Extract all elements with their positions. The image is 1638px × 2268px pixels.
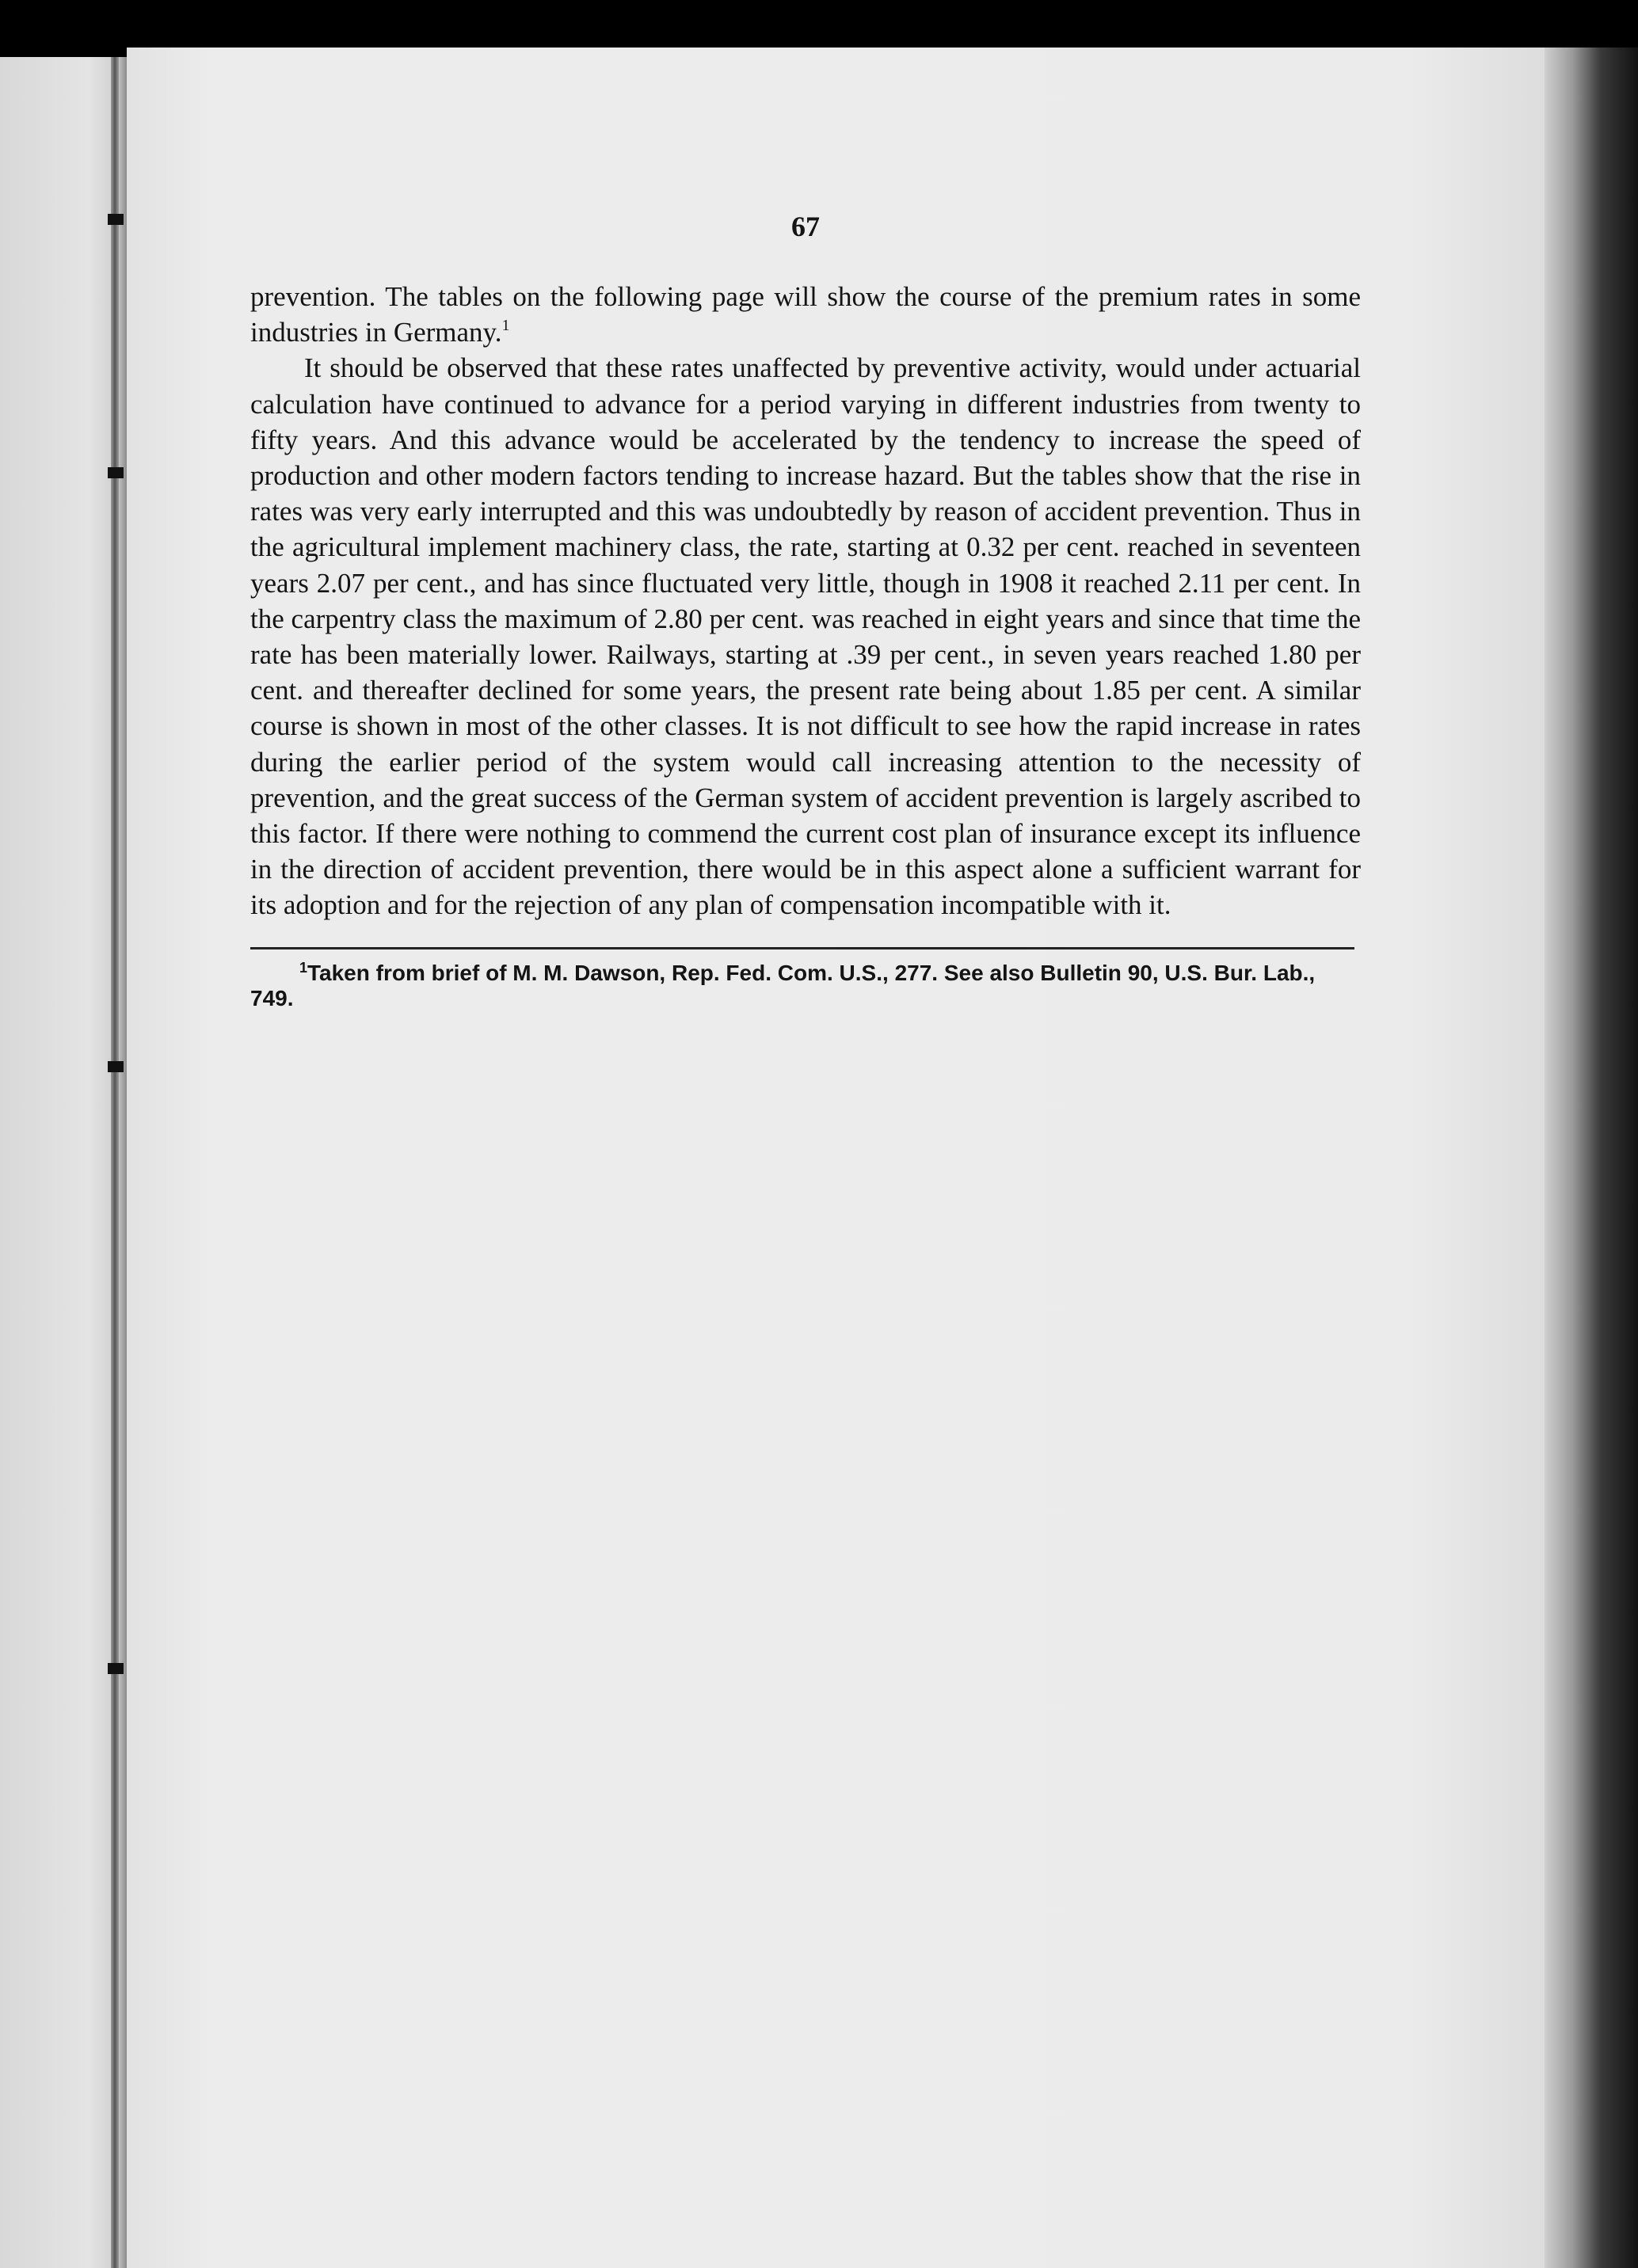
paragraph-continuation xyxy=(250,279,1361,350)
gutter-mark xyxy=(108,467,124,478)
page-text-block xyxy=(250,211,1361,1011)
binding-gutter xyxy=(111,57,119,2268)
footnote-text: Taken from brief of M. M. Dawson, Rep. Fed. Com. U.S., 277. See also Bulletin 90, U.S. Bur. Lab., 749. xyxy=(250,960,1316,1010)
footnote-reference: 1 xyxy=(501,317,510,335)
paragraph: It should be observed that these rates unaffected by preventive activity, would under actuarial calculation have continued to advance for a period varying in different industries from twenty to fifty years. And this advance would be accelerated by the tendency to increase the speed of production and other modern factors tending to increase hazard. But the tables show that the rise in rates was very early interrupted and this was undoubtedly by reason of accident prevention. Thus in the agricultural implement machinery class, the rate, starting at 0.32 per cent. reached in seventeen years 2.07 per cent., and has since fluctuated very little, though in 1908 it reached 2.11 per cent. In the carpentry class the maximum of 2.80 per cent. was reached in eight years and since that time the rate has been materially lower. Railways, starting at .39 per cent., in seven years reached 1.80 per cent. and thereafter declined for some years, the present rate being about 1.85 per cent. A similar course is shown in most of the other classes. It is not difficult to see how the rapid increase in rates during the earlier period of the system would call increasing attention to the necessity of prevention, and the great success of the German system of accident prevention is largely ascribed to this factor. If there were nothing to commend the current cost plan of insurance except its influence in the direction of accident prevention, there would be in this aspect alone a sufficient warrant for its adoption and for the rejection of any plan of compensation incompatible with it. xyxy=(250,352,1361,921)
footnote-divider xyxy=(250,947,1354,949)
gutter-mark xyxy=(108,1663,124,1674)
paragraph-text: prevention. The tables on the following page will show the course of the premium rates in some industries in Germany. xyxy=(250,281,1361,348)
left-page-edge xyxy=(0,57,127,2268)
gutter-mark xyxy=(108,214,124,225)
footnote-number: 1 xyxy=(299,959,308,976)
gutter-mark xyxy=(108,1061,124,1072)
page-number: 67 xyxy=(791,211,820,242)
right-page-edge xyxy=(1545,48,1638,2268)
footnote xyxy=(250,961,1359,1011)
